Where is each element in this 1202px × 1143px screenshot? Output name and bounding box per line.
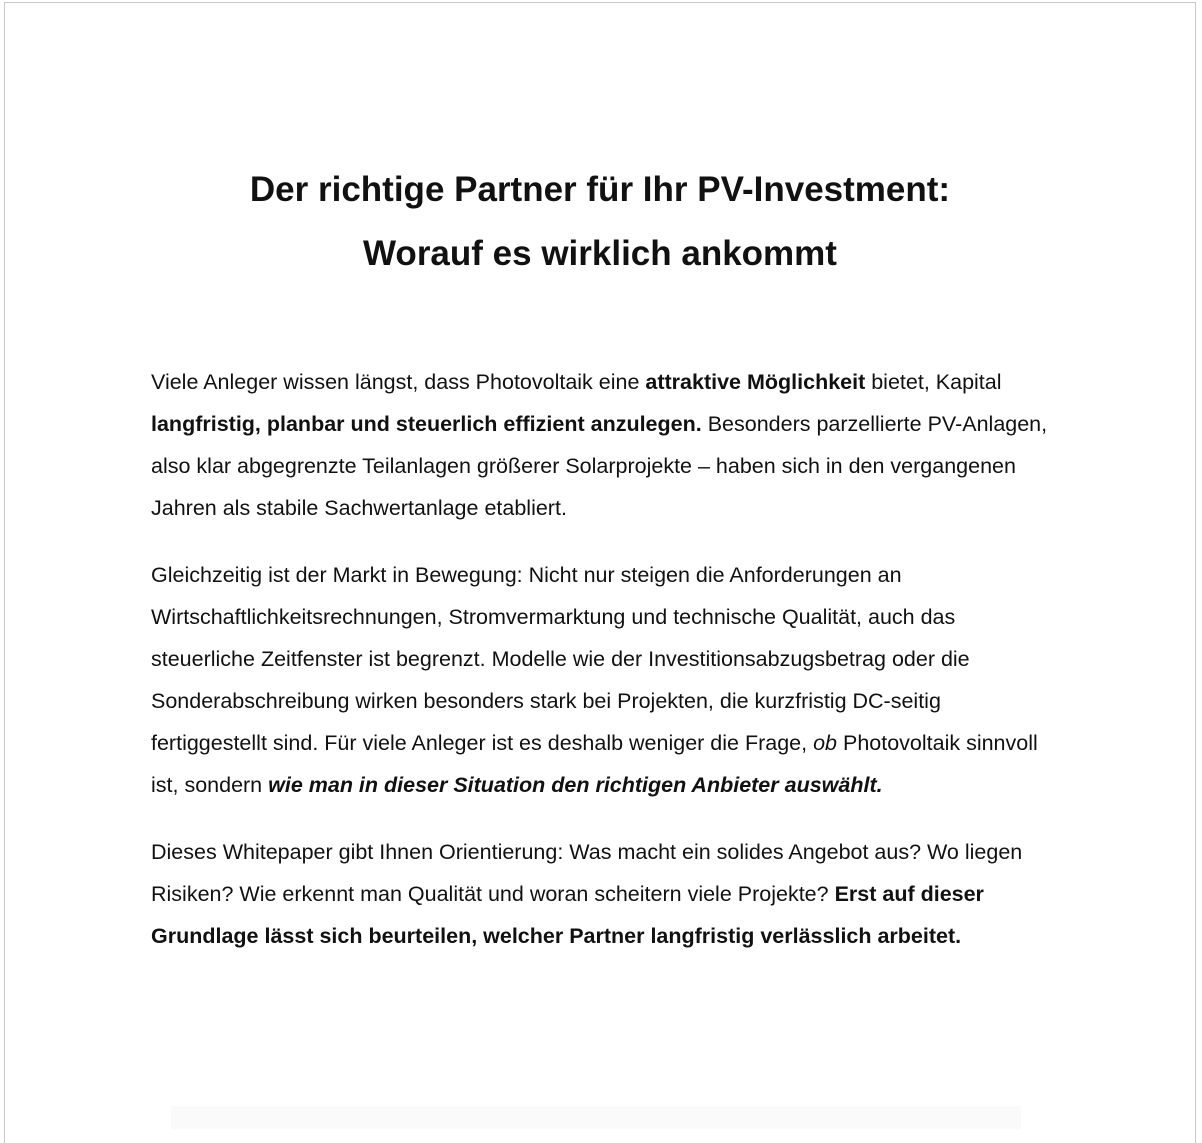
text-segment-bold: Erst auf dieser Grundlage lässt sich beurteilen, welcher Partner langfristig verlässlich arbeitet. (151, 882, 984, 948)
page-title (5, 158, 1195, 286)
document-page (4, 2, 1196, 1143)
title-line-2: Worauf es wirklich ankommt (363, 234, 837, 273)
text-segment: Photovoltaik sinnvoll ist, sondern (151, 731, 1038, 797)
title-line-1: Der richtige Partner für Ihr PV-Investment: (249, 170, 951, 209)
text-segment: Viele Anleger wissen längst, dass Photovoltaik eine (151, 370, 646, 394)
text-segment-italic: ob (813, 731, 837, 755)
document-body (151, 361, 1061, 982)
text-segment-bold: attraktive Möglichkeit (645, 370, 866, 394)
paragraph-market (151, 554, 1061, 806)
text-segment: Dieses Whitepaper gibt Ihnen Orientierung: Was macht ein solides Angebot aus? Wo liegen Risiken? Wie erkennt man Qualität und woran scheitern viele Projekte? (151, 840, 1023, 906)
text-segment-bold-italic: wie man in dieser Situation den richtigen Anbieter auswählt. (268, 773, 883, 797)
text-segment: bietet, Kapital (865, 370, 1002, 394)
text-segment: Besonders parzellierte PV-Anlagen, also klar abgegrenzte Teilanlagen größerer Solarprojekte – haben sich in den vergangenen Jahren als stabile Sachwertanlage etabliert. (151, 412, 1048, 520)
text-segment-bold: langfristig, planbar und steuerlich effizient anzulegen. (151, 412, 702, 436)
paragraph-intro (151, 361, 1061, 529)
paragraph-orientation (151, 831, 1061, 957)
text-segment: Gleichzeitig ist der Markt in Bewegung: Nicht nur steigen die Anforderungen an Wirtschaftlichkeitsrechnungen, Stromvermarktung und technische Qualität, auch das steuerliche Zeitfenster ist begrenzt. Modelle wie der Investitionsabzugsbetrag oder die Sonderabschreibung wirken besonders stark bei Projekten, die kurzfristig DC-seitig fertiggestellt sind. Für viele Anleger ist es deshalb weniger die Frage, (151, 563, 970, 755)
